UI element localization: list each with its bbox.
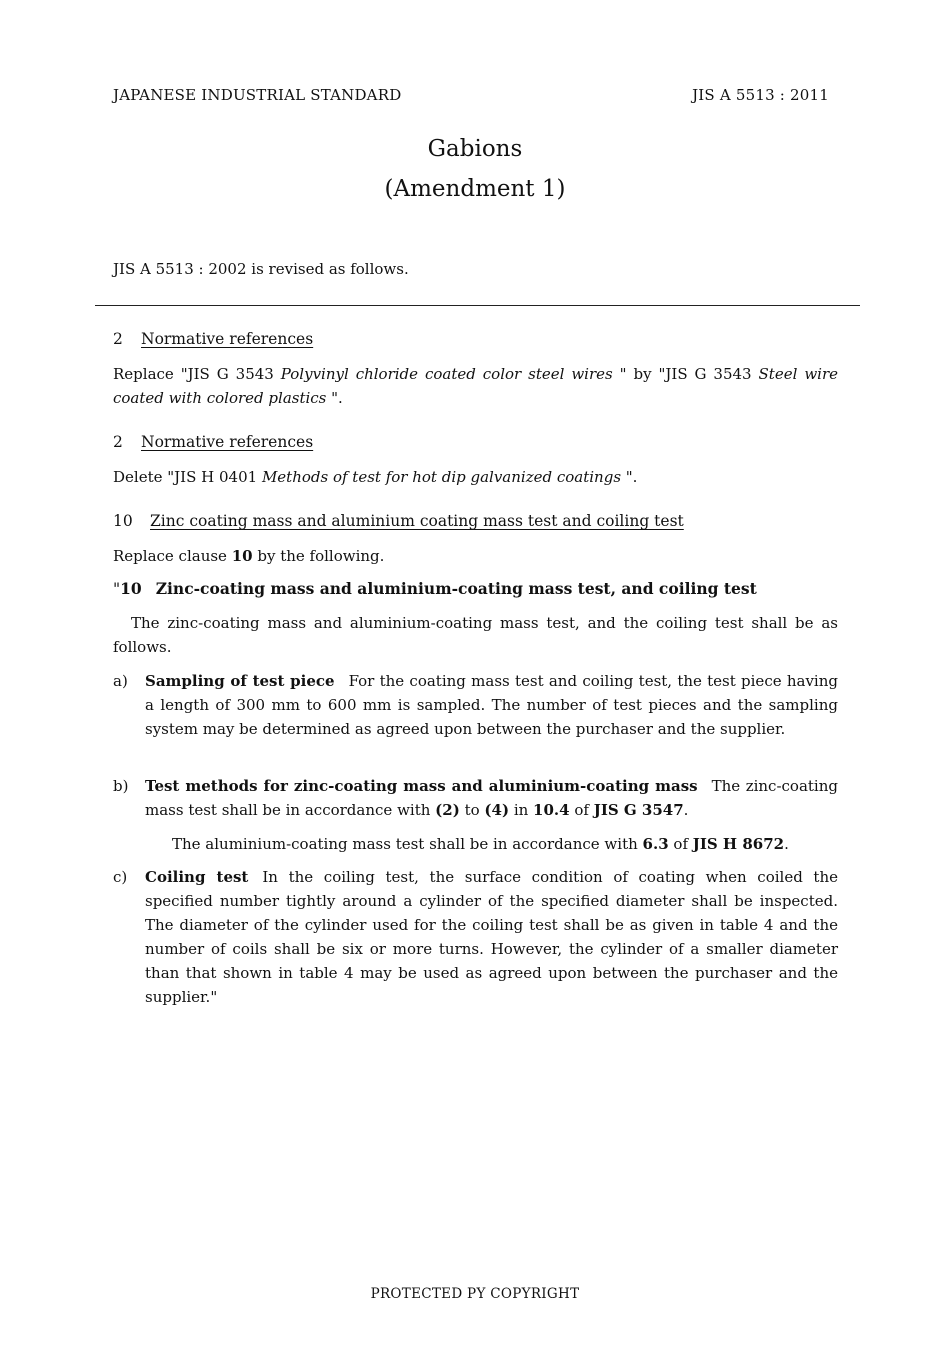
list-item-text: For the coating mass test and coiling test, the test piece having a length of 300 mm to 600 mm is sampled. The number of test pieces and the sampling system may be determined as agreed upon between the purchaser and the supplier. bbox=[145, 672, 838, 738]
text-run: to bbox=[459, 801, 485, 819]
section-paragraph bbox=[113, 465, 838, 489]
text-run: ". bbox=[326, 389, 343, 407]
section-heading bbox=[113, 330, 313, 348]
section-number: 2 bbox=[113, 330, 123, 348]
list-item-label: b) bbox=[113, 777, 129, 795]
list-item bbox=[113, 774, 838, 822]
section-title: Normative references bbox=[141, 433, 314, 451]
section-number: 2 bbox=[113, 433, 123, 451]
text-run: . bbox=[784, 835, 789, 853]
section-paragraph bbox=[113, 362, 838, 410]
text-run: The zinc-coating mass test shall be in accordance with bbox=[145, 777, 838, 819]
text-run: Replace clause bbox=[113, 547, 232, 565]
list-item-title: Sampling of test piece bbox=[145, 672, 335, 690]
section-number: 10 bbox=[113, 512, 133, 530]
section-paragraph bbox=[113, 544, 838, 568]
list-item-text: In the coiling test, the surface condition of coating when coiled the specified number tightly around a cylinder of the specified diameter shall be inspected. The diameter of the cylinder used for the coiling test shall be as given in table 4 and the number of coils shall be six or more turns. However, the cylinder of a smaller diameter than that shown in table 4 may be used as agreed upon between the purchaser and the supplier." bbox=[145, 868, 838, 1006]
bold-reference: 6.3 bbox=[642, 835, 669, 853]
list-item-title: Coiling test bbox=[145, 868, 249, 886]
list-item-label: c) bbox=[113, 868, 128, 886]
text-run: in bbox=[509, 801, 534, 819]
quote-mark: " bbox=[113, 580, 121, 598]
text-run: The aluminium-coating mass test shall be in accordance with bbox=[172, 835, 643, 853]
text-run: of bbox=[569, 801, 594, 819]
bold-reference: JIS G 3547 bbox=[593, 801, 684, 819]
bold-reference: 10.4 bbox=[533, 801, 570, 819]
clause-heading bbox=[113, 579, 757, 598]
section-heading bbox=[113, 512, 684, 530]
section-title: Zinc coating mass and aluminium coating mass test and coiling test bbox=[150, 512, 684, 530]
copyright-footer: PROTECTED PY COPYRIGHT bbox=[370, 1286, 580, 1302]
clause-title: Zinc-coating mass and aluminium-coating mass test, and coiling test bbox=[155, 579, 757, 598]
section-heading bbox=[113, 433, 313, 451]
revision-intro: JIS A 5513 : 2002 is revised as follows. bbox=[113, 260, 409, 278]
text-run: " by "JIS G 3543 bbox=[612, 365, 759, 383]
text-run: Delete "JIS H 0401 bbox=[113, 468, 262, 486]
bold-reference: (2) bbox=[435, 801, 460, 819]
italic-title: Steel wire coated with colored plastics bbox=[113, 365, 838, 407]
header-standard-name: JAPANESE INDUSTRIAL STANDARD bbox=[113, 86, 402, 104]
clause-number: 10 bbox=[120, 579, 142, 598]
list-item-continuation bbox=[113, 832, 838, 856]
bold-reference: JIS H 8672 bbox=[692, 835, 785, 853]
list-item-label: a) bbox=[113, 672, 128, 690]
text-run: by the following. bbox=[252, 547, 385, 565]
text-run: of bbox=[668, 835, 693, 853]
divider-line bbox=[95, 305, 860, 306]
document-title: Gabions bbox=[427, 136, 523, 162]
text-run: . bbox=[683, 801, 689, 819]
section-title: Normative references bbox=[141, 330, 314, 348]
bold-reference: (4) bbox=[484, 801, 510, 819]
list-item bbox=[113, 669, 838, 741]
italic-title: Polyvinyl chloride coated color steel wires bbox=[280, 365, 613, 383]
document-subtitle: (Amendment 1) bbox=[384, 176, 566, 202]
bold-reference: 10 bbox=[231, 547, 253, 565]
list-item-title: Test methods for zinc-coating mass and aluminium-coating mass bbox=[145, 777, 698, 795]
text-run: Replace "JIS G 3543 bbox=[113, 365, 281, 383]
header-standard-number: JIS A 5513 : 2011 bbox=[692, 86, 829, 104]
clause-intro: The zinc-coating mass and aluminium-coating mass test, and the coiling test shall be as follows. bbox=[113, 614, 838, 656]
text-run: ". bbox=[621, 468, 638, 486]
italic-title: Methods of test for hot dip galvanized coatings bbox=[261, 468, 622, 486]
list-item bbox=[113, 865, 838, 1009]
